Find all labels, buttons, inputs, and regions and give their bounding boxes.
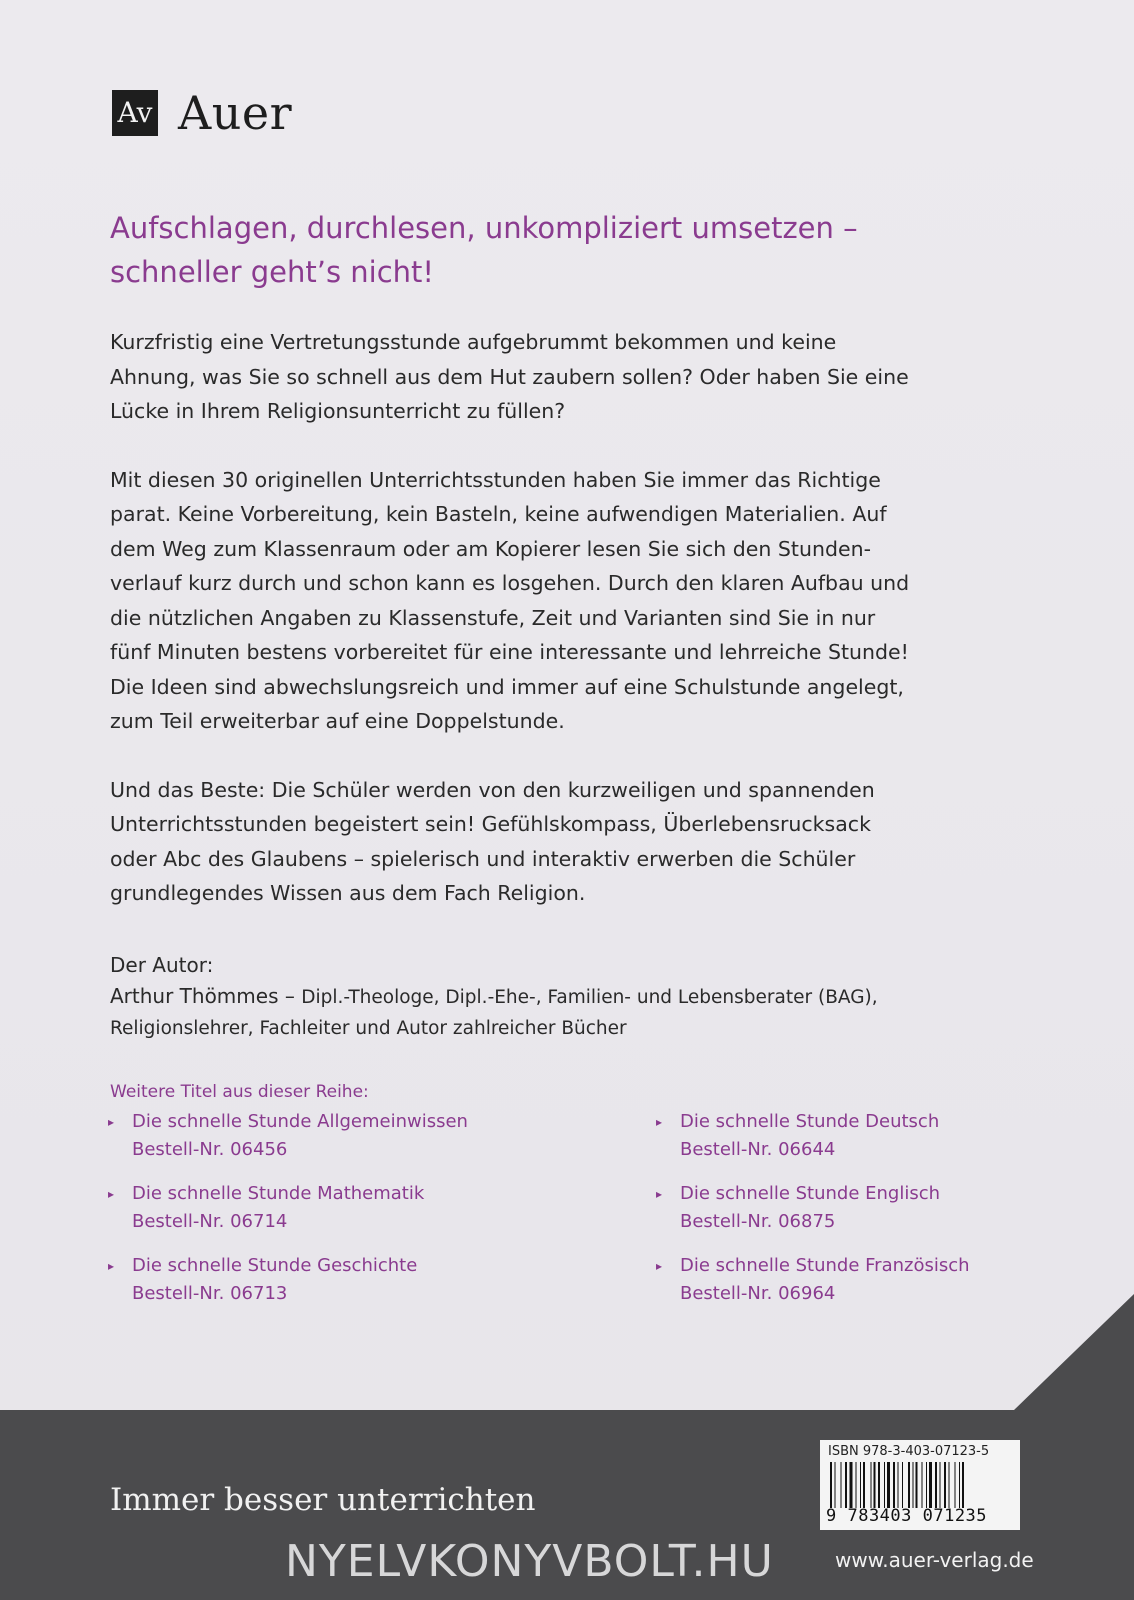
barcode-bar — [863, 1462, 865, 1508]
triangle-bullet-icon: ▸ — [108, 1187, 115, 1201]
barcode-bar — [898, 1462, 899, 1508]
series-item — [656, 1180, 941, 1236]
barcode-bar — [893, 1462, 895, 1508]
barcode-bar — [874, 1462, 876, 1508]
publisher-url: www.auer-verlag.de — [835, 1548, 1034, 1572]
description — [110, 325, 1050, 945]
barcode-bar — [955, 1462, 956, 1508]
series-item — [656, 1252, 970, 1308]
paragraph-best — [110, 773, 1050, 911]
series-order-number: Bestell-Nr. 06875 — [680, 1211, 836, 1232]
series-title: Die schnelle Stunde Deutsch — [680, 1111, 940, 1132]
barcode-number: 9 783403 071235 — [826, 1506, 988, 1526]
barcode-bar — [871, 1462, 872, 1508]
barcode — [828, 1462, 1012, 1508]
barcode-bar — [944, 1462, 946, 1508]
triangle-bullet-icon: ▸ — [656, 1259, 663, 1273]
paragraph-main — [110, 463, 1050, 739]
series-order-number: Bestell-Nr. 06713 — [132, 1283, 288, 1304]
text-line: die nützlichen Angaben zu Klassenstufe, Zeit und Varianten sind Sie in nur — [110, 605, 876, 630]
watermark: NYELVKONYVBOLT.HU — [285, 1536, 774, 1587]
barcode-bar — [926, 1462, 927, 1508]
series-order-number: Bestell-Nr. 06644 — [680, 1139, 836, 1160]
text-line: dem Weg zum Klassenraum oder am Kopierer lesen Sie sich den Stunden- — [110, 536, 871, 561]
series-order-number: Bestell-Nr. 06456 — [132, 1139, 288, 1160]
barcode-bar — [922, 1462, 923, 1508]
text-line: zum Teil erweiterbar auf eine Doppelstunde. — [110, 709, 565, 733]
barcode-bar — [850, 1462, 853, 1508]
barcode-box — [820, 1440, 1020, 1530]
author-description-2: Religionslehrer, Fachleiter und Autor zahlreicher Bücher — [110, 1018, 627, 1039]
barcode-bar — [959, 1462, 960, 1508]
text-line: verlauf kurz durch und schon kann es losgehen. Durch den klaren Aufbau und — [110, 571, 910, 595]
headline-line: Aufschlagen, durchlesen, unkompliziert umsetzen – — [110, 211, 858, 245]
barcode-bar — [841, 1462, 842, 1508]
series-title: Die schnelle Stunde Mathematik — [132, 1183, 425, 1204]
triangle-bullet-icon: ▸ — [656, 1115, 663, 1129]
author-section — [110, 950, 1070, 1044]
barcode-bar — [935, 1462, 937, 1508]
text-line: grundlegendes Wissen aus dem Fach Religion. — [110, 881, 586, 905]
barcode-bar — [878, 1462, 880, 1508]
headline — [110, 206, 1050, 294]
text-line: fünf Minuten bestens vorbereitet für eine interessante und lehrreiche Stunde! — [110, 640, 909, 664]
triangle-bullet-icon: ▸ — [656, 1187, 663, 1201]
series-title: Die schnelle Stunde Geschichte — [132, 1255, 418, 1276]
footer-corner — [1014, 1294, 1134, 1410]
text-line: Lücke in Ihrem Religionsunterricht zu füllen? — [110, 399, 566, 423]
series-heading: Weitere Titel aus dieser Reihe: — [110, 1082, 369, 1102]
triangle-bullet-icon: ▸ — [108, 1115, 115, 1129]
publisher-name: Auer — [178, 86, 293, 140]
publisher-logo-mark: Av — [112, 90, 158, 136]
paragraph-intro — [110, 325, 1050, 429]
barcode-bar — [940, 1462, 941, 1508]
barcode-bar — [913, 1462, 914, 1508]
triangle-bullet-icon: ▸ — [108, 1259, 115, 1273]
author-line — [110, 981, 1070, 1013]
series-order-number: Bestell-Nr. 06964 — [680, 1283, 836, 1304]
series-item — [108, 1108, 468, 1164]
barcode-bar — [949, 1462, 950, 1508]
barcode-bar — [908, 1462, 910, 1508]
text-line: Die Ideen sind abwechslungsreich und immer auf eine Schulstunde angelegt, — [110, 674, 904, 699]
series-item — [108, 1252, 418, 1308]
barcode-bar — [884, 1462, 885, 1508]
barcode-bar — [887, 1462, 890, 1508]
series-title: Die schnelle Stunde Englisch — [680, 1183, 941, 1204]
isbn: ISBN 978-3-403-07123-5 — [828, 1444, 990, 1459]
barcode-bar — [830, 1462, 832, 1508]
text-line: Kurzfristig eine Vertretungsstunde aufgebrummt bekommen und keine — [110, 330, 837, 354]
author-description: Dipl.-Theologe, Dipl.-Ehe-, Familien- und Lebensberater (BAG), — [301, 987, 878, 1008]
series-item — [656, 1108, 940, 1164]
barcode-bar — [929, 1462, 932, 1508]
series-title: Die schnelle Stunde Allgemeinwissen — [132, 1111, 468, 1132]
series-title: Die schnelle Stunde Französisch — [680, 1255, 970, 1276]
barcode-bar — [856, 1462, 857, 1508]
publisher-logo — [112, 86, 292, 140]
text-line: Und das Beste: Die Schüler werden von den kurzweiligen und spannenden — [110, 777, 875, 802]
barcode-bar — [962, 1462, 964, 1508]
slogan: Immer besser unterrichten — [110, 1482, 536, 1518]
barcode-bar — [845, 1462, 847, 1508]
series-order-number: Bestell-Nr. 06714 — [132, 1211, 288, 1232]
barcode-bar — [860, 1462, 861, 1508]
text-line: oder Abc des Glaubens – spielerisch und interaktiv erwerben die Schüler — [110, 846, 856, 871]
text-line: Ahnung, was Sie so schnell aus dem Hut zaubern sollen? Oder haben Sie eine — [110, 364, 909, 389]
barcode-bar — [835, 1462, 836, 1508]
series-item — [108, 1180, 425, 1236]
text-line: parat. Keine Vorbereitung, kein Basteln, keine aufwendigen Materialien. Auf — [110, 502, 887, 526]
text-line: Unterrichtsstunden begeistert sein! Gefühlskompass, Überlebensrucksack — [110, 812, 871, 836]
author-name: Arthur Thömmes – — [110, 984, 302, 1008]
headline-line: schneller geht’s nicht! — [110, 255, 435, 289]
author-heading: Der Autor: — [110, 953, 214, 977]
text-line: Mit diesen 30 originellen Unterrichtsstunden haben Sie immer das Richtige — [110, 467, 881, 492]
barcode-bar — [916, 1462, 918, 1508]
barcode-bar — [902, 1462, 903, 1508]
